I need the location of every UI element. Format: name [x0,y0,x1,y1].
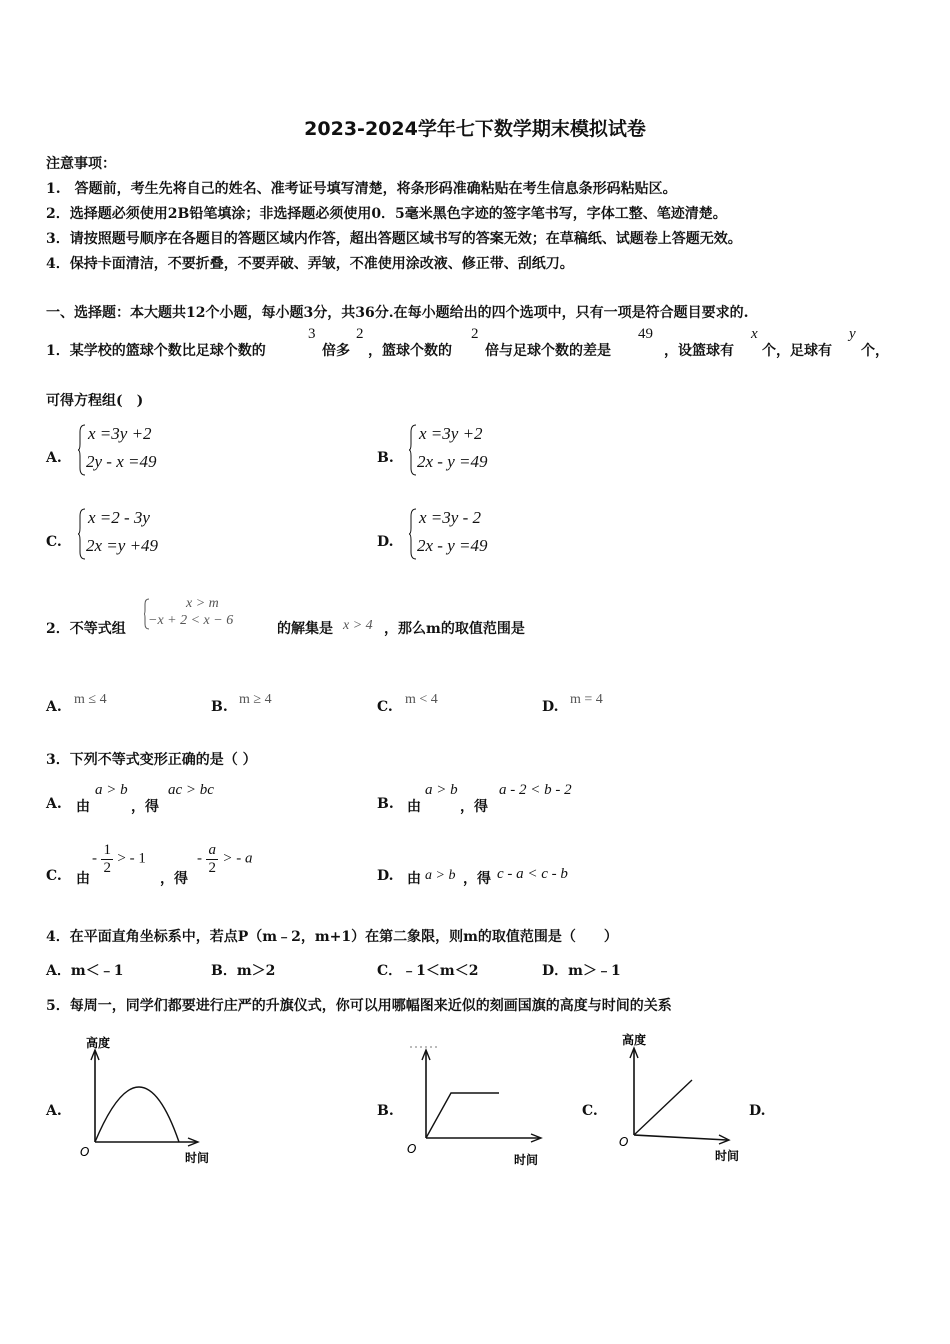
q5-graph-c [612,1030,762,1165]
q4-option-c[interactable] [377,960,478,980]
brace-icon [78,424,86,476]
q3-a-result: ac > bc [168,782,214,798]
q3-a-de: ，得 [131,799,159,815]
q3-stem: 3．下列不等式变形正确的是（ ） [46,752,257,768]
q3-c-den2: 2 [208,859,216,876]
question-1-line2: 可得方程组( ) [46,393,144,409]
q3-c-you: 由 [76,871,90,887]
q5-option-c-label[interactable]: C. [582,1103,598,1119]
q4-a-label: A． [46,963,71,979]
graph-c-x-axis [634,1135,727,1140]
q5-option-a-label[interactable]: A. [46,1103,62,1119]
q2-option-d-value: m = 4 [570,692,603,707]
q3-option-d-label[interactable]: D. [377,868,394,884]
q3-a-cond: a > b [95,782,128,798]
q1-a-eq1: x =3y +2 [88,424,152,443]
fraction [101,842,113,876]
q4-option-a[interactable] [46,960,123,980]
q5-option-d-label[interactable]: D. [749,1103,766,1119]
q3-b-result: a - 2 < b - 2 [499,782,572,798]
section-heading: 一、选择题：本大题共12个小题，每小题3分，共36分.在每小题给出的四个选项中，只有一项是符合题目要求的. [46,305,749,321]
q3-b-cond: a > b [425,782,458,798]
q3-c-res: > - a [222,850,253,867]
question-1-stem [46,326,906,362]
q3-a-you: 由 [76,799,90,815]
q5-stem: 5．每周一，同学们都要进行庄严的升旗仪式，你可以用哪幅图来近似的刻画国旗的高度与时间的关系 [46,998,672,1014]
q4-stem: 4．在平面直角坐标系中，若点P（m﹣2，m+1）在第二象限，则m的取值范围是（ ） [46,929,618,945]
q1-option-d-system [409,508,529,564]
q3-c-den: 2 [103,859,111,876]
q1-math-1: 3 [308,326,316,342]
q1-option-d-label[interactable]: D. [377,534,394,550]
q2-sys-line1: x > m [186,596,219,611]
q2-option-d-label[interactable]: D. [542,699,559,715]
q3-c-de: ，得 [160,871,188,887]
q1-text-4: 倍与足球个数的差是 [485,343,611,359]
q3-c-num2: a [208,842,216,858]
q5-graph-b [404,1038,554,1173]
q1-text-1: 1．某学校的篮球个数比足球个数的 [46,343,266,359]
q2-inequality-system [144,596,274,636]
q3-c-neg2: - [197,850,202,867]
q2-text-1: 2．不等式组 [46,621,126,637]
q3-c-result [197,842,253,876]
q3-option-b-label[interactable]: B. [377,796,394,812]
brace-icon [409,424,417,476]
q2-option-a-value: m ≤ 4 [74,692,107,707]
q1-option-a-system [78,424,198,480]
q3-d-you: 由 [407,871,421,887]
q4-d-label: D． [542,963,569,979]
q2-option-a-label[interactable]: A. [46,699,62,715]
graph-b-origin: O [407,1142,417,1156]
q3-d-de: ，得 [463,871,491,887]
q5-option-b-label[interactable]: B. [377,1103,394,1119]
q3-b-de: ，得 [460,799,488,815]
q4-b-value: m＞2 [236,963,276,979]
graph-c-xlabel: 时间 [715,1149,740,1163]
q1-text-2: 倍多 [322,343,350,359]
graph-a-curve [95,1087,179,1142]
q3-option-a-label[interactable]: A. [46,796,62,812]
q1-option-c-label[interactable]: C. [46,534,62,550]
q1-d-eq1: x =3y - 2 [419,508,481,527]
graph-c-ylabel: 高度 [622,1033,647,1047]
notice-heading: 注意事项： [46,156,116,172]
q5-graph-a [74,1032,224,1167]
q1-option-b-system [409,424,529,480]
q4-option-d[interactable] [542,960,621,980]
q1-math-6: y [849,326,856,342]
graph-c-line [634,1080,692,1135]
q1-option-a-label[interactable]: A. [46,450,62,466]
q2-text-3: ，那么m的取值范围是 [384,621,525,637]
q1-math-4: 49 [638,326,653,342]
graph-c-origin: O [619,1135,629,1149]
q3-c-num: 1 [103,842,111,858]
graph-a-origin: O [80,1145,90,1159]
q1-math-2: 2 [356,326,364,342]
q1-c-eq1: x =2 - 3y [88,508,150,527]
q1-math-5: x [751,326,758,342]
q4-b-label: B． [211,963,237,979]
graph-b-xlabel: 时间 [514,1153,539,1167]
q3-c-neg: - [92,850,97,867]
q4-c-label: C． [377,963,403,979]
q3-c-expression [92,842,146,876]
q1-text-5: ，设篮球有 [664,343,734,359]
q1-a-eq2: 2y - x =49 [86,452,157,471]
q3-c-gt: > - 1 [117,850,146,867]
q1-text-3: ，篮球个数的 [368,343,452,359]
q1-text-6: 个，足球有 [762,343,832,359]
q2-option-c-label[interactable]: C. [377,699,393,715]
q2-option-b-value: m ≥ 4 [239,692,272,707]
graph-a-xlabel: 时间 [185,1151,210,1165]
q4-d-value: m＞﹣1 [568,963,621,979]
q3-d-result: c - a < c - b [497,866,568,882]
q4-option-b[interactable] [211,960,275,980]
q1-option-b-label[interactable]: B. [377,450,394,466]
graph-b-line [426,1093,499,1138]
brace-icon [409,508,417,560]
q2-text-2: 的解集是 [277,621,333,637]
q2-sys-line2: −x + 2 < x − 6 [148,613,234,628]
notice-item-3: 3．请按照题号顺序在各题目的答题区域内作答，超出答题区域书写的答案无效；在草稿纸、试题卷上答题无效。 [46,231,742,247]
brace-icon [78,508,86,560]
graph-a-ylabel: 高度 [86,1036,111,1050]
q3-b-you: 由 [407,799,421,815]
notice-item-4: 4．保持卡面清洁，不要折叠，不要弄破、弄皱，不准使用涂改液、修正带、刮纸刀。 [46,256,574,272]
q2-option-b-label[interactable]: B. [211,699,228,715]
page-title: 2023-2024学年七下数学期末模拟试卷 [304,118,646,140]
q1-c-eq2: 2x =y +49 [86,536,159,555]
q3-d-cond: a > b [425,868,456,883]
q1-b-eq2: 2x - y =49 [417,452,488,471]
q1-option-c-system [78,508,198,564]
notice-item-2: 2．选择题必须使用2B铅笔填涂；非选择题必须使用0．5毫米黑色字迹的签字笔书写，字体工整、笔迹清楚。 [46,206,727,222]
q1-b-eq1: x =3y +2 [419,424,483,443]
q3-option-c-label[interactable]: C. [46,868,62,884]
q1-d-eq2: 2x - y =49 [417,536,488,555]
q1-text-7: 个， [861,343,889,359]
q2-option-c-value: m < 4 [405,692,438,707]
q2-condition: x > 4 [343,618,373,633]
q4-c-value: ﹣1＜m＜2 [402,963,479,979]
notice-item-1: 1. 答题前，考生先将自己的姓名、准考证号填写清楚，将条形码准确粘贴在考生信息条形码粘贴区。 [46,181,677,197]
fraction [206,842,218,876]
q4-a-value: m＜﹣1 [70,963,124,979]
q1-math-3: 2 [471,326,479,342]
